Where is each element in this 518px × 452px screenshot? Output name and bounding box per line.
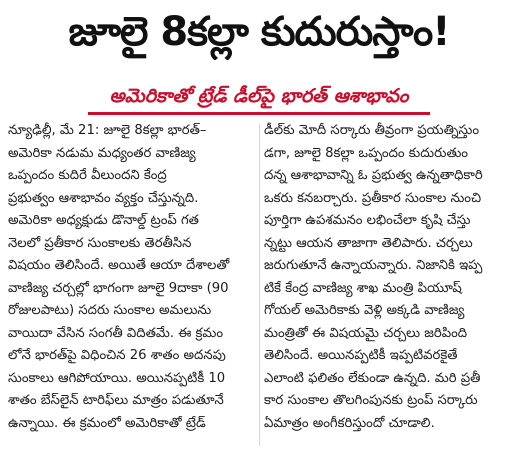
article-line: వాణిజ్య చర్చల్లో భాగంగా జూలై 9దాకా (90: [8, 280, 229, 296]
article-line: డగా, జూలై 8కల్లా ఒప్పందం కుదురుతుం: [264, 145, 468, 161]
article-line: డీల్‌కు మోదీ సర్కారు తీవ్రంగా ప్రయత్నిస్తుం: [264, 123, 480, 138]
article-line: జరుగుతూనే ఉన్నాయన్నారు. నిజానికి ఇప్ప: [264, 258, 483, 273]
article-line: ఒకరు కనబర్చారు. ప్రతీకార సుంకాల నుంచి: [264, 190, 482, 206]
article-line: సుంకాలు ఆగిపోయాయి. అయినప్పటికీ 10: [8, 370, 226, 386]
article-line: అమెరికా అధ్యక్షుడు డొనాల్డ్ ట్రంప్ గత: [8, 213, 199, 228]
headline: జూలై 8కల్లా కుదురుస్తాం!: [68, 9, 450, 55]
article-line: రోజులపాటు) సదరు సుంకాల అమలును: [8, 303, 212, 318]
article-line: న్నట్టు ఆయన తాజాగా తెలిపారు. చర్చలు: [264, 235, 473, 251]
article-line: ఒప్పందం కుదిరే వీలుందని కేంద్ర: [8, 168, 167, 183]
subheadline: అమెరికాతో ట్రేడ్ డీల్‌పై భారత్ ఆశాభావం: [109, 85, 409, 107]
article-line: తెలిసిందే. అయినప్పటికీ ఇప్పటివరకైతే: [264, 348, 458, 363]
article-line: ఉన్నాయి. ఈ క్రమంలో అమెరికాతో ట్రేడ్: [8, 415, 206, 431]
article-line: దన్న ఆశాభావాన్ని ఓ ప్రభుత్వ ఉన్నతాధికారి: [264, 168, 483, 183]
article-line: శాతం బేస్‌లైన్ టారిఫ్‌లు మాత్రం పడుతూనే: [8, 393, 224, 408]
article-line: న్యూఢిల్లీ, మే 21: జూలై 8కల్లా భారత్–: [8, 123, 207, 138]
article-line: మంత్రితో ఈ విషయమై చర్చలు జరిపింది: [264, 325, 468, 341]
article-line: నెలలో ప్రతీకార సుంకాలకు తెరతీసిన: [8, 235, 192, 251]
article-line: లోనే భారత్‌పై విధించిన 26 శాతం అదనపు: [8, 348, 226, 363]
article-line: అమెరికా నడుమ మధ్యంతర వాణిజ్య: [8, 145, 196, 161]
article-line: ప్రభుత్వం ఆశాభావం వ్యక్తం చేస్తున్నది.: [8, 190, 199, 206]
column-divider: [259, 124, 260, 446]
article-line: ఏమాత్రం అంగీకరిస్తుందో చూడాలి.: [264, 415, 435, 431]
article-column-left: [8, 120, 258, 435]
article-line: టికే కేంద్ర వాణిజ్య శాఖ మంత్రి పియూష్: [264, 280, 462, 296]
subheadline-underline: [88, 112, 430, 115]
article-line: పూర్తిగా ఉపశమనం లభించేలా కృషి చేస్తు: [264, 213, 471, 228]
article-line: వాయిదా వేసిన సంగతీ విదితమే. ఈ క్రమం: [8, 325, 224, 341]
article-line: ఎలాంటి ఫలితం లేకుండా ఉన్నది. మరి ప్రతీ: [264, 370, 481, 386]
article-line: కార సుంకాల తొలగింపునకు ట్రంప్ సర్కారు: [264, 393, 478, 408]
article-column-right: [264, 120, 514, 435]
article-line: గోయల్ అమెరికాకు వెళ్లి అక్కడి వాణిజ్య: [264, 303, 465, 318]
article-line: విషయం తెలిసిందే. అయితే ఆయా దేశాలతో: [8, 258, 230, 273]
